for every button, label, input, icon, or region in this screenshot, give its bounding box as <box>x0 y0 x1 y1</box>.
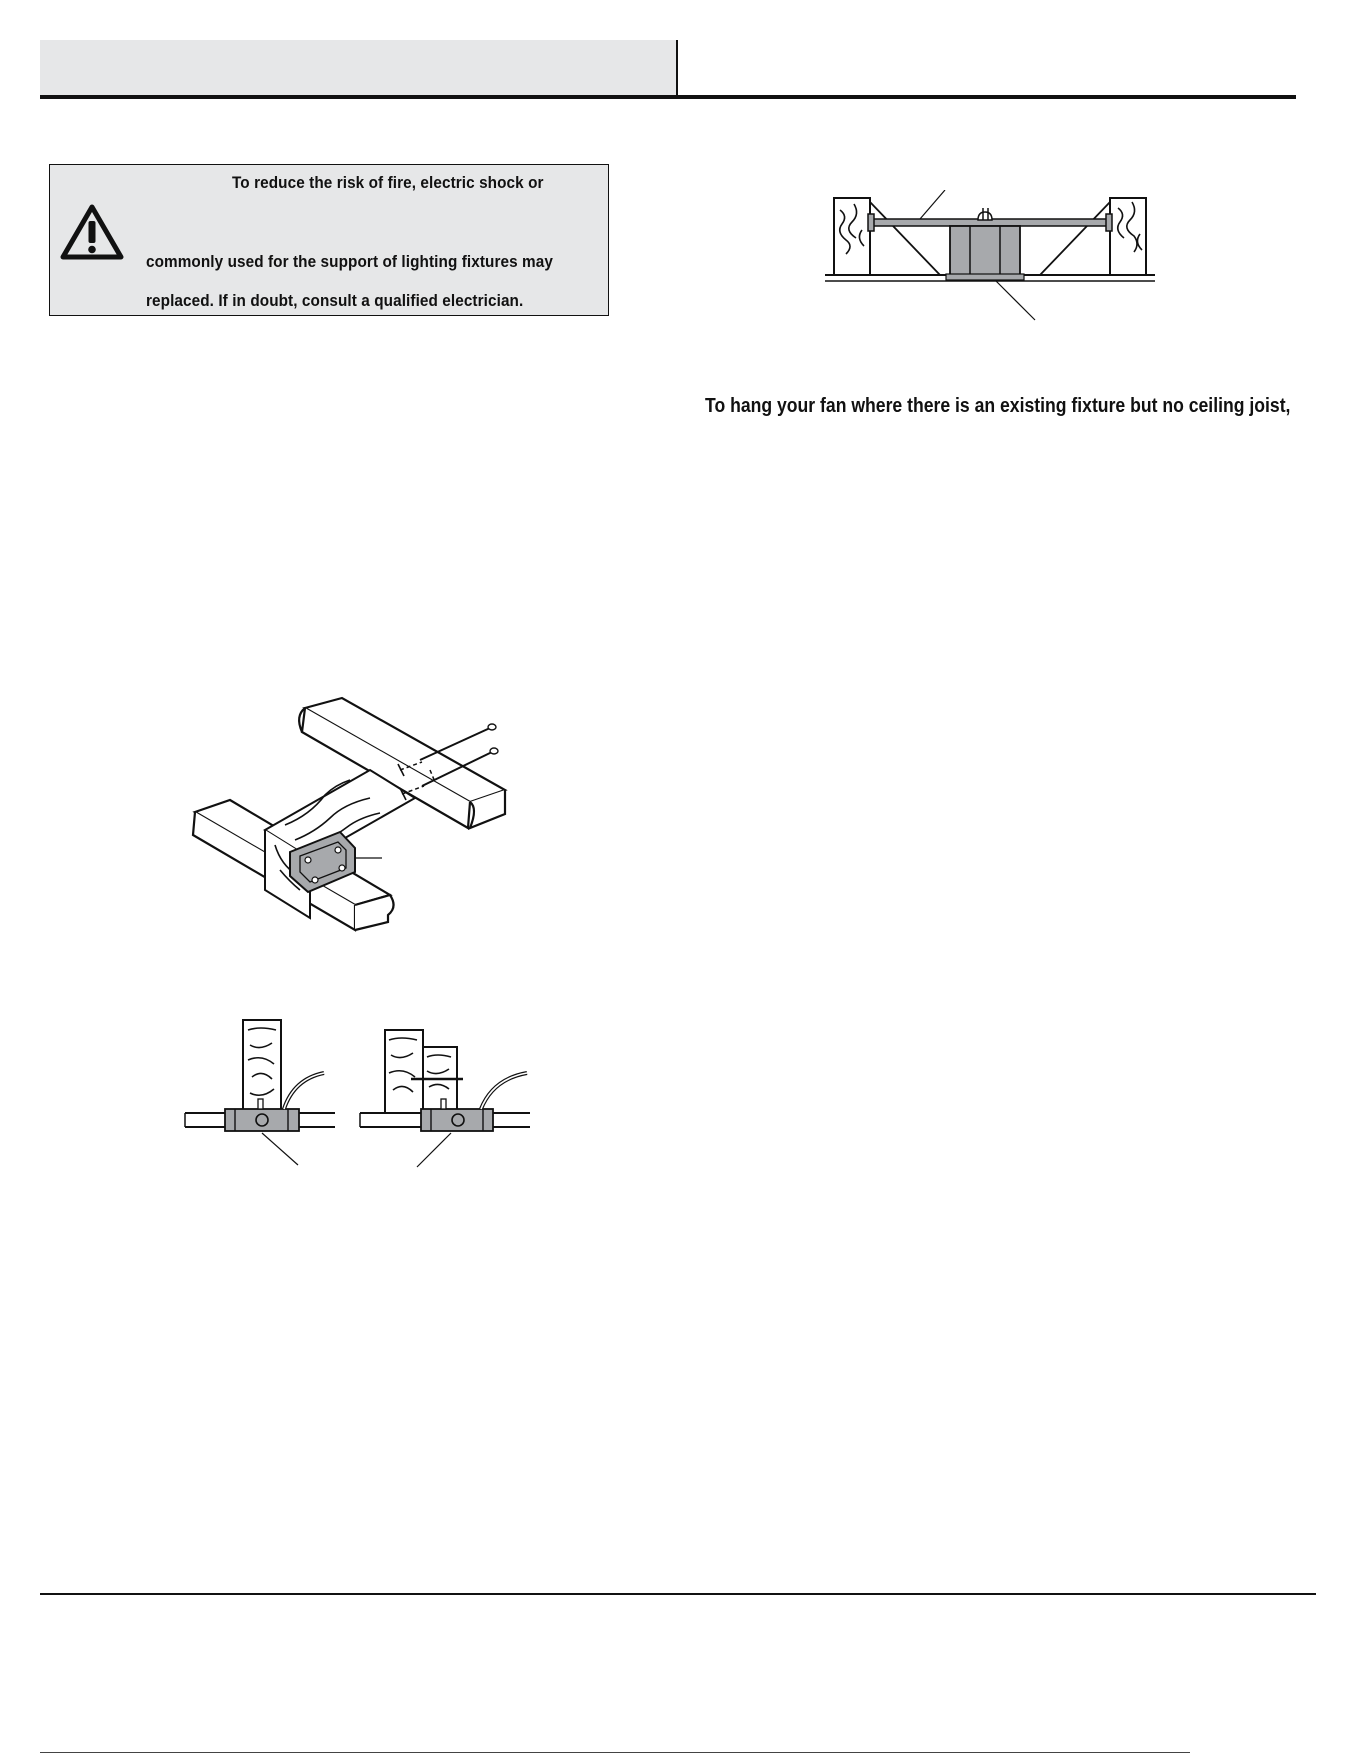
warning-triangle-icon <box>60 203 124 261</box>
header-divider <box>676 40 678 97</box>
header-rule <box>40 95 1296 99</box>
box-beside-joist-figure <box>180 1015 340 1170</box>
warning-text-line-1: To reduce the risk of fire, electric shock or <box>232 173 544 192</box>
warning-text-line-2: commonly used for the support of lighting fixtures may <box>146 252 553 271</box>
ceiling-brace-figure <box>820 190 1160 325</box>
box-with-spacer-figure <box>355 1025 535 1170</box>
joist-box-figure <box>190 690 520 970</box>
footer-rule <box>40 1593 1316 1595</box>
right-column-text: To hang your fan where there is an existing fixture but no ceiling joist, <box>705 395 1291 417</box>
warning-text-line-3: replaced. If in doubt, consult a qualified electrician. <box>146 291 524 310</box>
bottom-rule <box>40 1752 1190 1753</box>
warning-box <box>49 164 609 316</box>
header-band <box>40 40 676 95</box>
